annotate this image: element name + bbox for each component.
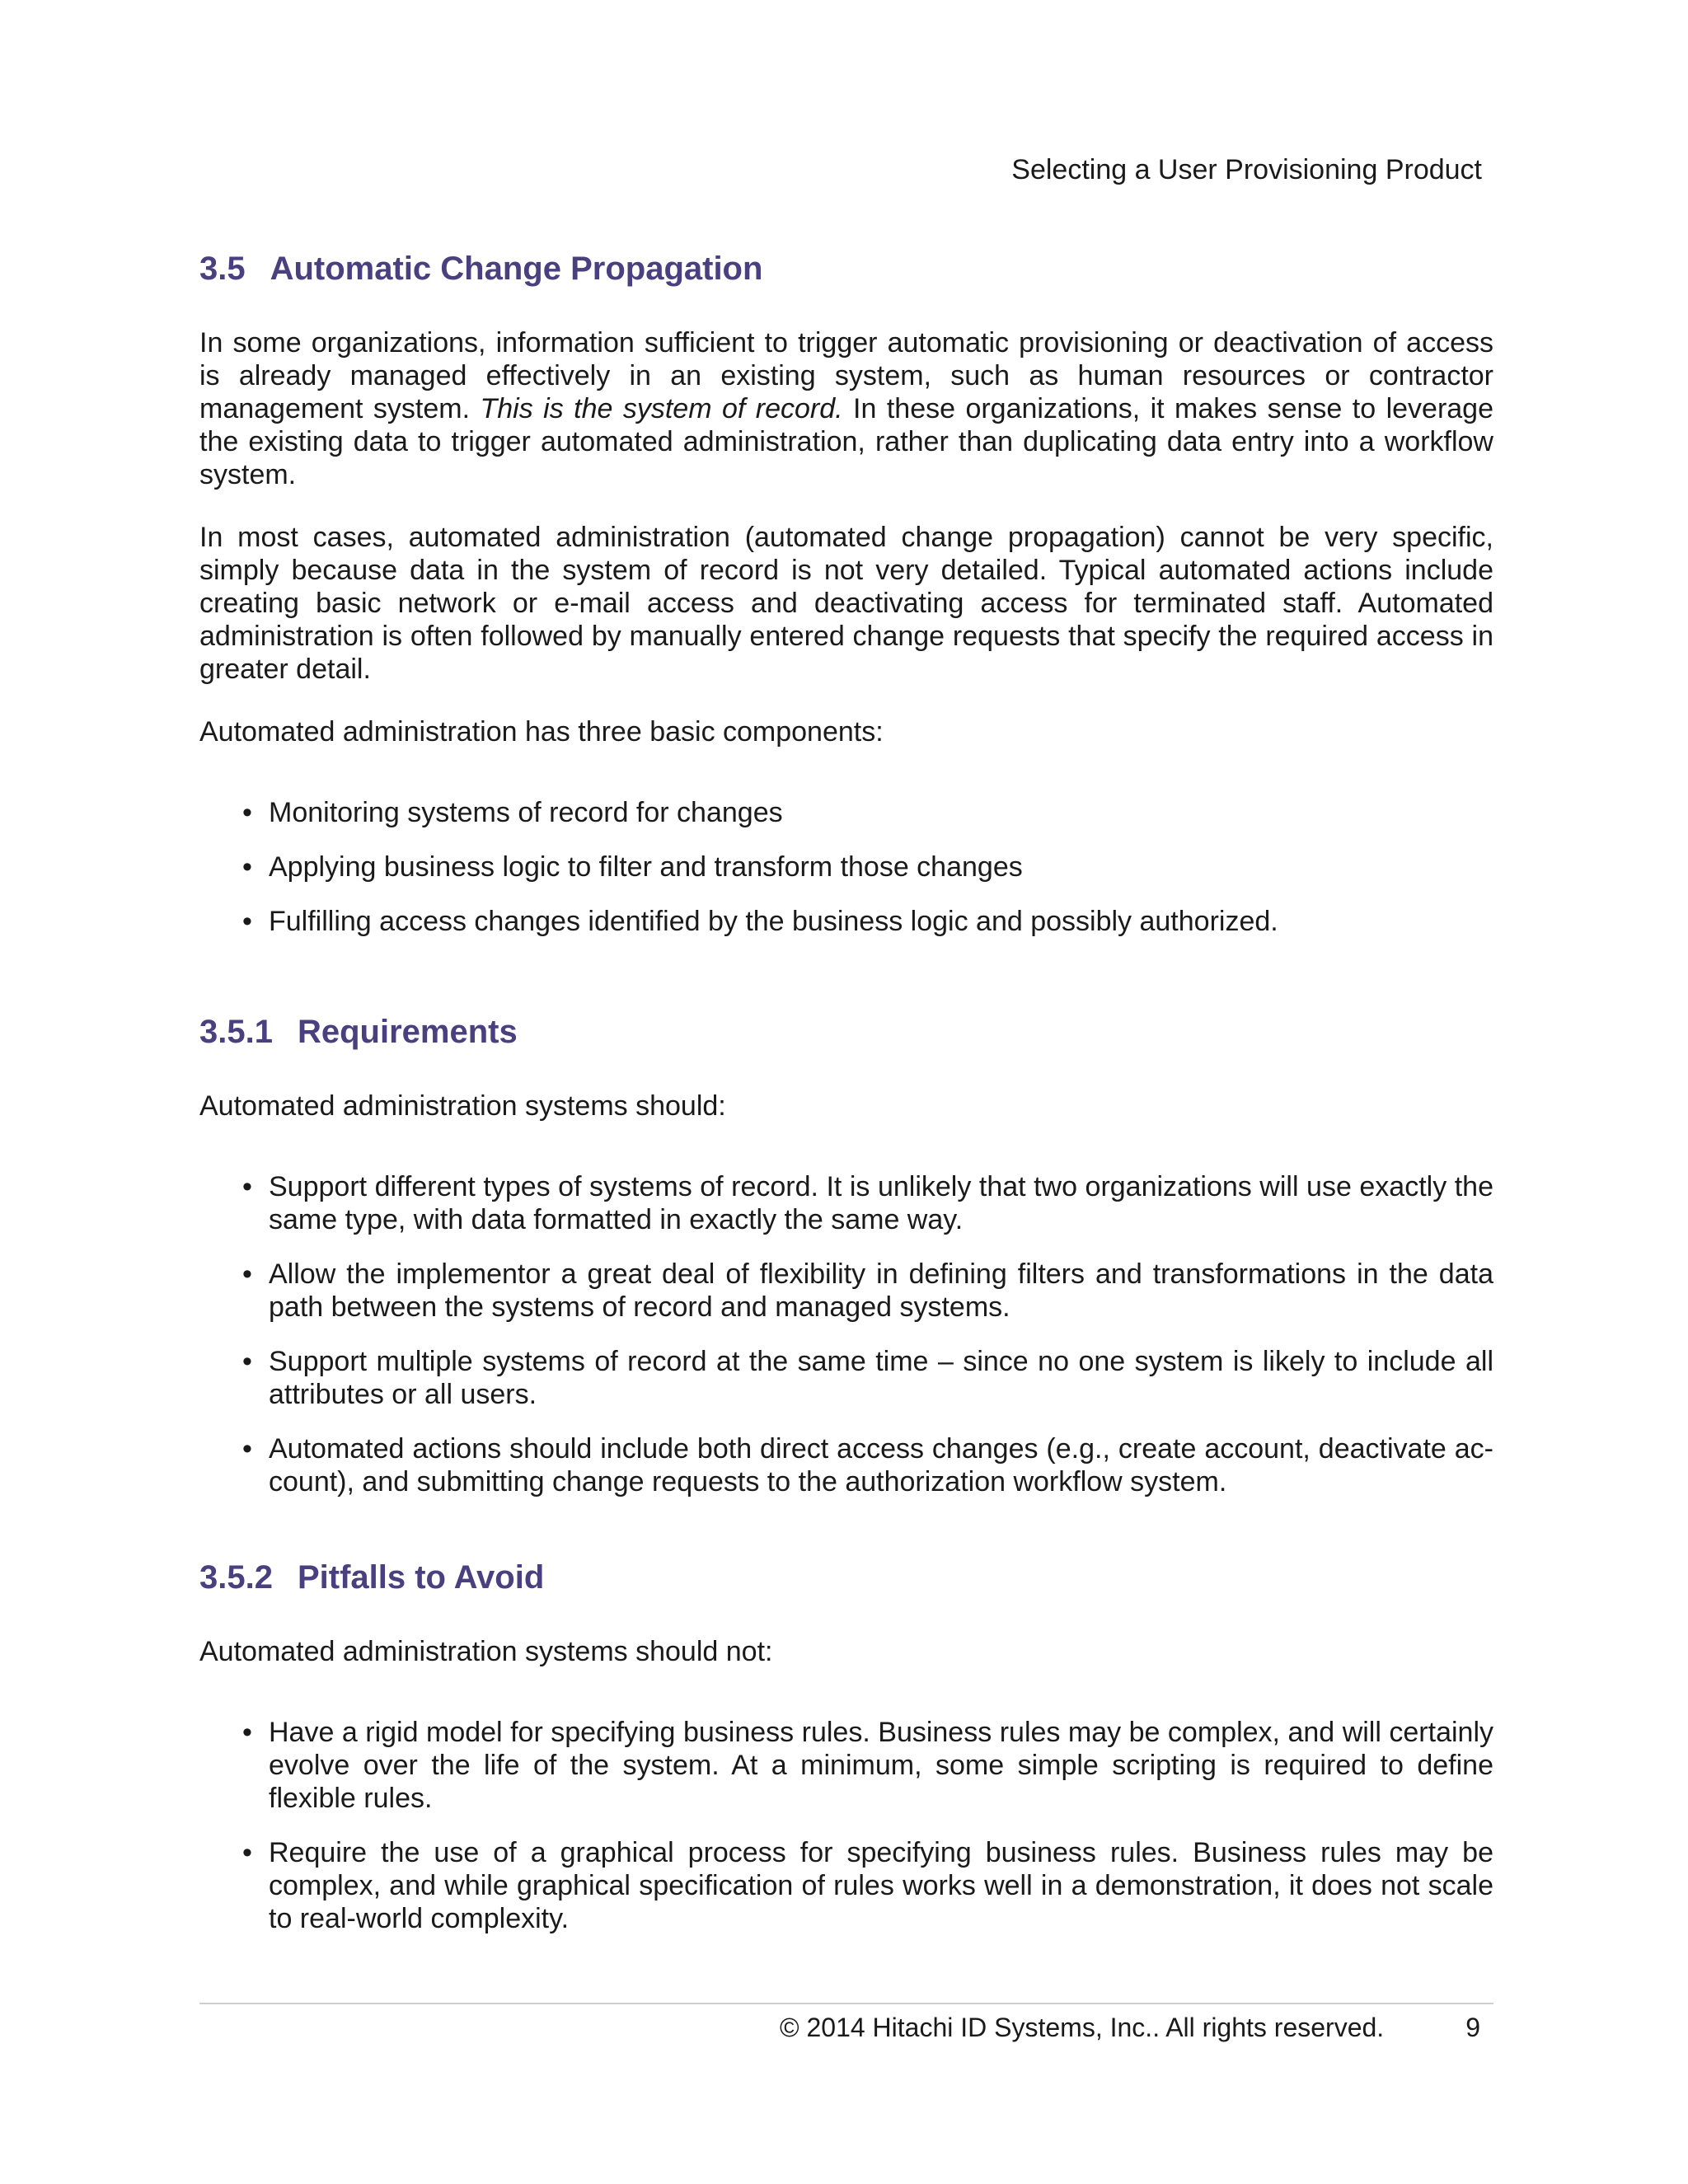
components-list: [199, 796, 1493, 938]
pitfalls-list: [199, 1716, 1493, 1935]
subsection-title: Pitfalls to Avoid: [297, 1559, 545, 1596]
requirements-intro: Automated administration systems should:: [199, 1090, 726, 1122]
list-item-text: Support different types of systems of record. It is unlikely that two organizations will use exactly the same type, with data formatted in exactly the same way.: [269, 1171, 1493, 1235]
section-heading: [199, 247, 1493, 290]
page-content: [199, 247, 1493, 1993]
subsection-heading-requirements: [199, 1010, 1493, 1053]
section-title: Automatic Change Propagation: [270, 251, 763, 287]
bullet-icon: •: [242, 851, 252, 883]
emphasis-text: This is the system of record.: [480, 393, 843, 424]
bullet-icon: •: [242, 906, 252, 937]
list-item: [199, 1170, 1493, 1236]
list-item-text: Automated actions should include both direct access changes (e.g., create account, deactivate account), and submitting change requests to the authorization workflow system.: [269, 1433, 1493, 1497]
bullet-icon: •: [242, 1258, 252, 1290]
running-header: Selecting a User Provisioning Product: [1011, 154, 1482, 185]
paragraph-components-intro: Automated administration has three basic components:: [199, 716, 884, 748]
page-number: 9: [1465, 2013, 1480, 2042]
pitfalls-list-wrap: [199, 1716, 1493, 1935]
list-item-text: Require the use of a graphical process for specifying business rules. Business rules may be complex, and while graphical specification of rules works well in a demonstration, it does not scale to real-world complexity.: [269, 1837, 1493, 1934]
list-item: [199, 1432, 1493, 1498]
list-item: [199, 1258, 1493, 1324]
list-item: [199, 1716, 1493, 1815]
bullet-icon: •: [242, 797, 252, 828]
list-item-text: Monitoring systems of record for changes: [269, 797, 783, 828]
list-item-text: Allow the implementor a great deal of flexibility in defining filters and transformations in the data path between the systems of record and managed systems.: [269, 1258, 1493, 1323]
bullet-icon: •: [242, 1433, 252, 1465]
list-item-text: Fulfilling access changes identified by the business logic and possibly authorized.: [269, 906, 1278, 937]
subsection-title: Requirements: [297, 1014, 518, 1050]
pitfalls-intro: Automated administration systems should not:: [199, 1636, 773, 1667]
list-item: [199, 1836, 1493, 1935]
paragraph-system-of-record: [199, 326, 1493, 491]
list-item-text: Applying business logic to filter and transform those changes: [269, 851, 1023, 883]
footer-divider: [199, 2003, 1493, 2004]
bullet-icon: •: [242, 1346, 252, 1377]
list-item-text: Have a rigid model for specifying business rules. Business rules may be complex, and will certainly evolve over the life of the system. At a minimum, some simple scripting is required to define flexible rules.: [269, 1717, 1493, 1814]
bullet-icon: •: [242, 1837, 252, 1868]
subsection-number: 3.5.1: [199, 1014, 273, 1050]
footer-copyright: © 2014 Hitachi ID Systems, Inc.. All rights reserved.: [780, 2013, 1385, 2042]
requirements-list: [199, 1170, 1493, 1498]
paragraph-text: In some organizations, information sufficient to trigger automatic provisioning or deactivation of access is already managed effectively in an existing system, such as human resources or contractor management system.: [199, 327, 1493, 424]
list-item: [199, 905, 1493, 938]
list-item: [199, 1345, 1493, 1411]
paragraph-automated-administration: In most cases, automated administration (automated change propagation) cannot be very specific, simply because data in the system of record is not very detailed. Typical automated actions include creating basic network or e-mail access and deactivating access for terminated staff. Automated administration is often followed by manually entered change requests that specify the required access in greater detail.: [199, 522, 1493, 685]
section-number: 3.5: [199, 251, 246, 287]
bullet-icon: •: [242, 1171, 252, 1202]
list-item: [199, 796, 1493, 829]
subsection-number: 3.5.2: [199, 1559, 273, 1596]
list-item-text: Support multiple systems of record at the same time – since no one system is likely to include all attributes or all users.: [269, 1346, 1493, 1410]
components-list-wrap: [199, 796, 1493, 938]
subsection-heading-pitfalls: [199, 1556, 1493, 1599]
requirements-list-wrap: [199, 1170, 1493, 1498]
list-item: [199, 851, 1493, 883]
paragraph-text: In these organizations, it makes sense to leverage the existing data to trigger automated administration, rather than duplicating data entry into a workflow system.: [199, 393, 1493, 490]
bullet-icon: •: [242, 1717, 252, 1748]
